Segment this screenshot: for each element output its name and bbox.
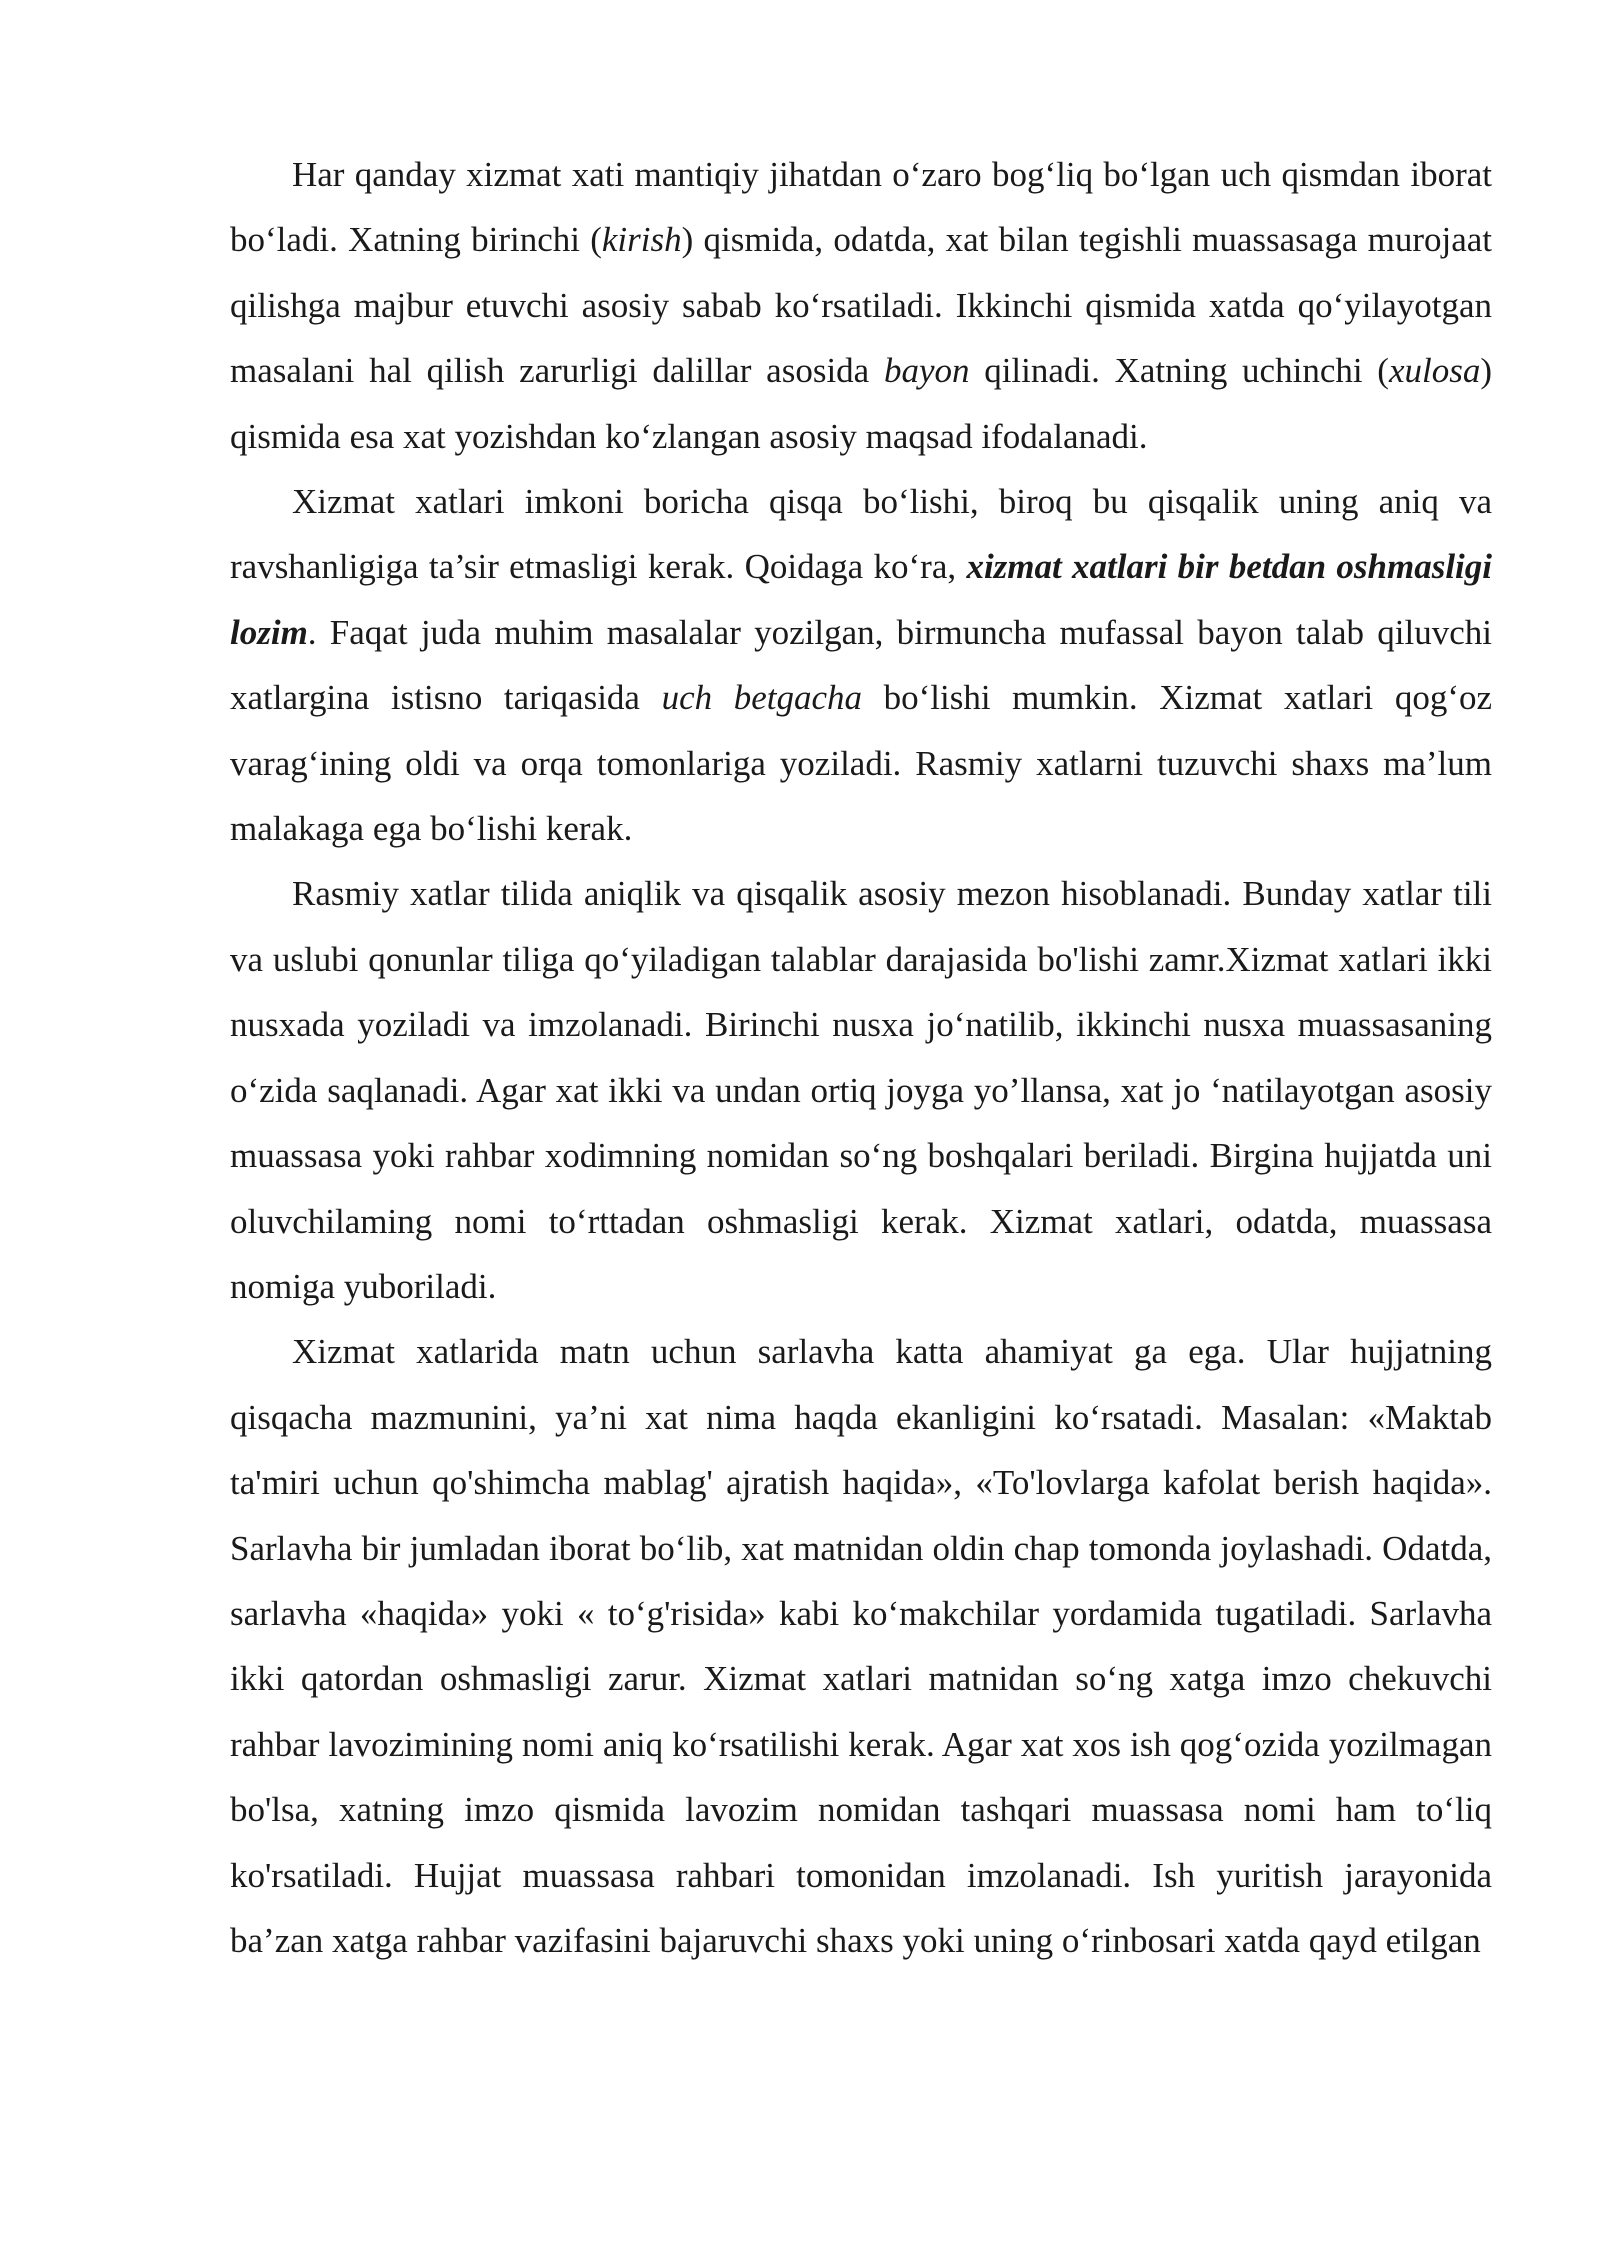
paragraph-3-seg-1: Rasmiy xatlar tilida aniqlik va qisqalik asosiy mezon hisoblanadi. Bunday xatlar tili va uslubi qonunlar tiliga qo‘yiladigan talablar darajasida bo'lishi zamr.Xizmat xatlari ikki nusxada yoziladi va imzolanadi. Birinchi nusxa jo‘natilib, ikkinchi nusxa muassasaning o‘zida saqlanadi. Agar xat ikki va undan ortiq joyga yo’llansa, xat jo ‘natilayotgan asosiy muassasa yoki rahbar xodimning nomidan so‘ng boshqalari beriladi. Birgina hujjatda uni oluvchilaming nomi to‘rttadan oshmasligi kerak. Xizmat xatlari, odatda, muassasa nomiga yuboriladi. xyxy=(230,874,1492,1306)
paragraph-1-seg-1: Har qanday xizmat xati mantiqiy jihatdan o‘zaro bog‘liq bo‘lgan uch qismdan iborat bo‘ladi. Xatning birinchi ( xyxy=(230,155,1492,260)
paragraph-1-term-kirish: kirish xyxy=(601,220,682,260)
paragraph-1-seg-5: qilinadi. Xatning uchinchi ( xyxy=(969,351,1389,391)
paragraph-2-seg-3: . Faqat juda muhim masalalar yozilgan, birmuncha mufassal bayon talab qiluvchi xatlargina istisno tariqasida xyxy=(230,612,1492,718)
paragraph-3 xyxy=(230,861,1492,1319)
paragraph-1-term-bayon: bayon xyxy=(883,351,970,391)
paragraph-2 xyxy=(230,469,1492,861)
paragraph-1-term-xulosa: xulosa xyxy=(1388,351,1481,391)
paragraph-1-seg-7: ) qismida esa xat yozishdan ko‘zlangan asosiy maqsad ifodalanadi. xyxy=(230,351,1492,456)
paragraph-1 xyxy=(230,142,1492,469)
paragraph-2-emphasis-rule: xizmat xatlari bir betdan oshmasligi lozim xyxy=(230,547,1492,652)
paragraph-2-seg-1: Xizmat xatlari imkoni boricha qisqa bo‘lishi, biroq bu qisqalik uning aniq va ravshanligiga ta’sir etmasligi kerak. Qoidaga ko‘ra, xyxy=(230,482,1492,587)
document-body xyxy=(230,142,1492,1973)
paragraph-4-seg-1: Xizmat xatlarida matn uchun sarlavha katta ahamiyat ga ega. Ular hujjatning qisqacha mazmunini, ya’ni xat nima haqda ekanligini ko‘rsatadi. Masalan: «Maktab ta'miri uchun qo'shimcha mablag' ajratish haqida», «To'lovlarga kafolat berish haqida». Sarlavha bir jumladan iborat bo‘lib, xat matnidan oldin chap tomonda joylashadi. Odatda, sarlavha «haqida» yoki « to‘g'risida» kabi ko‘makchilar yordamida tugatiladi. Sarlavha ikki qatordan oshmasligi zarur. Xizmat xatlari matnidan so‘ng xatga imzo chekuvchi rahbar lavozimining nomi aniq ko‘rsatilishi kerak. Agar xat xos ish qog‘ozida yozilmagan bo'lsa, xatning imzo qismida lavozim nomidan tashqari muassasa nomi ham to‘liq ko'rsatiladi. Hujjat muassasa rahbari tomonidan imzolanadi. Ish yuritish jarayonida ba’zan xatga rahbar vazifasini bajaruvchi shaxs yoki uning o‘rinbosari xatda qayd etilgan xyxy=(230,1332,1492,1960)
paragraph-2-seg-5: bo‘lishi mumkin. Xizmat xatlari qog‘oz varag‘ining oldi va orqa tomonlariga yoziladi. Rasmiy xatlarni tuzuvchi shaxs ma’lum malakaga ega bo‘lishi kerak. xyxy=(230,678,1493,849)
paragraph-2-term-uch-betgacha: uch betgacha xyxy=(661,678,863,718)
paragraph-4 xyxy=(230,1319,1492,1973)
paragraph-1-seg-3: ) qismida, odatda, xat bilan tegishli muassasaga murojaat qilishga majbur etuvchi asosiy sabab ko‘rsatiladi. Ikkinchi qismida xatda qo‘yilayotgan masalani hal qilish zarurligi dalillar asosida xyxy=(230,220,1492,391)
